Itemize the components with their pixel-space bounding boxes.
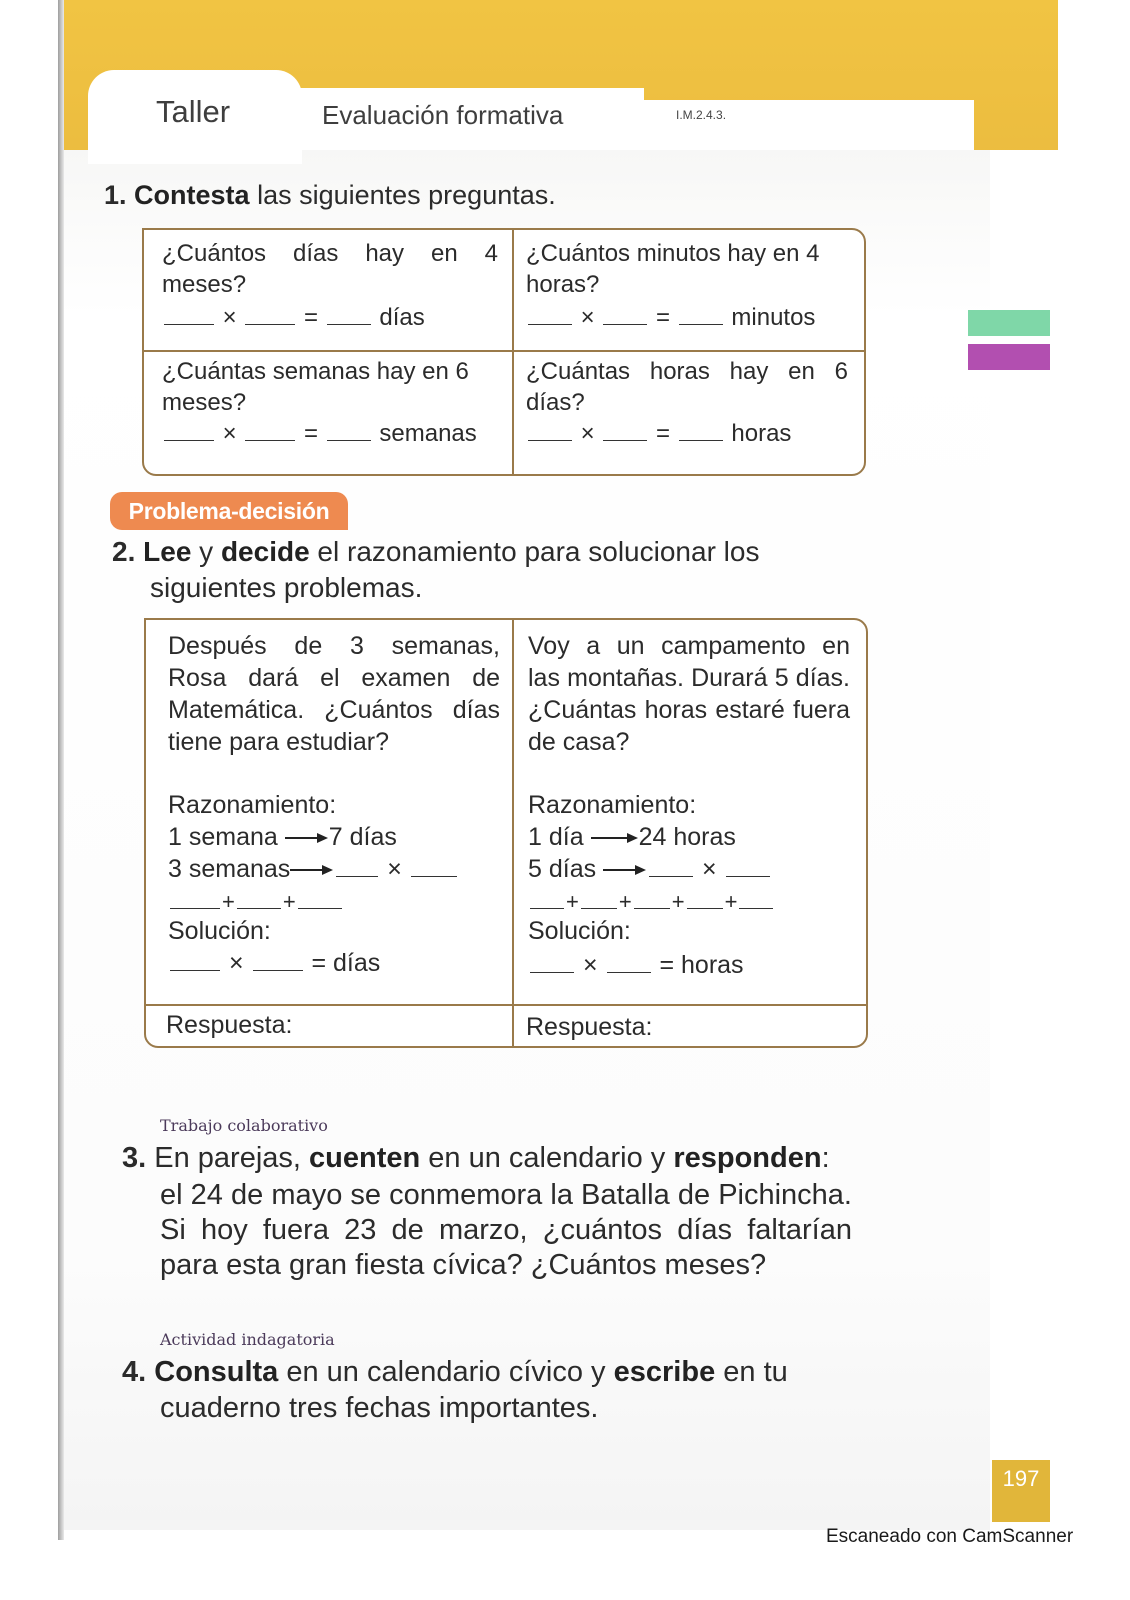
q2-right-reasoning-line-1 bbox=[528, 822, 736, 853]
plus-sign: + bbox=[724, 889, 738, 914]
reasoning-text: 7 días bbox=[328, 823, 397, 851]
q2-left-answer-label: Respuesta: bbox=[166, 1011, 293, 1039]
q2-right-answer-label: Respuesta: bbox=[526, 1013, 653, 1041]
times-sign: × bbox=[222, 304, 237, 331]
question-3-verb-cuenten: cuenten bbox=[309, 1142, 421, 1174]
q2-left-problem: Después de 3 semanas, Rosa dará el examen de Matemática. ¿Cuántos días tiene para estudiar? bbox=[168, 632, 500, 756]
curriculum-code: I.M.2.4.3. bbox=[676, 108, 727, 122]
question-2-title bbox=[112, 536, 759, 568]
question-2-line-2: siguientes problemas. bbox=[150, 572, 423, 603]
page-number: 197 bbox=[992, 1460, 1050, 1522]
q2-right-solution-equation bbox=[528, 950, 744, 981]
table-divider bbox=[144, 350, 864, 352]
question-3-number: 3. bbox=[122, 1142, 147, 1174]
equals-sign: = bbox=[656, 420, 671, 447]
reasoning-text: 24 horas bbox=[638, 823, 736, 851]
solution-unit: = días bbox=[311, 949, 381, 977]
q1-cell-2-question: ¿Cuántos minutos hay en 4 horas? bbox=[526, 240, 820, 298]
scan-margin bbox=[0, 0, 58, 1600]
q2-left-solution-equation bbox=[168, 948, 380, 979]
q1-cell-1-question: ¿Cuántos días hay en 4 meses? bbox=[162, 240, 498, 298]
problem-decision-badge: Problema-decisión bbox=[110, 492, 348, 530]
question-2-verb-lee: Lee bbox=[143, 536, 192, 567]
times-sign: × bbox=[580, 420, 595, 447]
q2-left-solution-label: Solución: bbox=[168, 917, 271, 945]
q1-cell-1-equation bbox=[162, 302, 502, 333]
times-sign: × bbox=[387, 855, 402, 883]
purple-tab-marker bbox=[968, 344, 1050, 370]
section-subtitle: Evaluación formativa bbox=[322, 100, 564, 130]
question-2-number: 2. bbox=[112, 536, 136, 567]
equals-sign: = bbox=[304, 304, 319, 331]
equals-sign: = bbox=[304, 420, 319, 447]
q2-right-reasoning-line-2 bbox=[528, 854, 772, 885]
question-2-text: y bbox=[191, 536, 221, 567]
question-4-text: en un calendario cívico y bbox=[278, 1356, 614, 1388]
plus-sign: + bbox=[671, 889, 685, 914]
question-3-text: en un calendario y bbox=[420, 1142, 674, 1174]
question-4-line-2: cuaderno tres fechas importantes. bbox=[160, 1392, 599, 1424]
equals-sign: = bbox=[656, 304, 671, 331]
question-4-verb-consulta: Consulta bbox=[154, 1356, 279, 1388]
times-sign: × bbox=[228, 949, 244, 977]
question-4-verb-escribe: escribe bbox=[613, 1356, 716, 1388]
q2-right-reasoning-label: Razonamiento: bbox=[528, 791, 697, 819]
q2-right-problem: Voy a un campamento en las montañas. Durará 5 días. ¿Cuántas horas estaré fuera de casa? bbox=[528, 632, 850, 756]
solution-unit: = horas bbox=[659, 951, 744, 979]
question-1-title bbox=[104, 180, 556, 211]
q1-cell-4-equation bbox=[526, 418, 856, 449]
table-divider bbox=[512, 230, 514, 474]
q2-right-solution-label: Solución: bbox=[528, 917, 631, 945]
q1-cell-4-question: ¿Cuántas horas hay en 6 días? bbox=[526, 358, 848, 416]
q2-right-sum-line bbox=[528, 886, 775, 917]
question-3-text: : bbox=[821, 1142, 830, 1174]
question-3-verb-responden: responden bbox=[673, 1142, 822, 1174]
q2-left-reasoning-line-1 bbox=[168, 822, 397, 853]
question-4-number: 4. bbox=[122, 1356, 147, 1388]
unit-label: minutos bbox=[731, 304, 816, 331]
q2-left-reasoning-line-2 bbox=[168, 854, 459, 885]
research-activity-label: Actividad indagatoria bbox=[160, 1330, 335, 1349]
times-sign: × bbox=[580, 304, 595, 331]
green-tab-marker bbox=[968, 310, 1050, 336]
table-divider bbox=[512, 620, 514, 1046]
unit-label: días bbox=[379, 304, 425, 331]
q1-cell-3-equation bbox=[162, 418, 508, 449]
question-3-body: el 24 de mayo se conmemora la Batalla de Pichincha. Si hoy fuera 23 de marzo, ¿cuántos días faltarían para esta gran fiesta cívica? ¿Cuántos meses? bbox=[160, 1179, 852, 1281]
plus-sign: + bbox=[618, 889, 632, 914]
times-sign: × bbox=[582, 951, 598, 979]
question-3-title bbox=[122, 1142, 830, 1175]
unit-label: horas bbox=[731, 420, 792, 447]
q2-left-sum-line bbox=[168, 886, 344, 917]
q2-left-reasoning-label: Razonamiento: bbox=[168, 791, 337, 819]
times-sign: × bbox=[222, 420, 237, 447]
q1-cell-3-question: ¿Cuántas semanas hay en 6 meses? bbox=[162, 358, 469, 416]
times-sign: × bbox=[702, 855, 717, 883]
question-4-text: en tu bbox=[715, 1356, 788, 1388]
scanner-watermark: Escaneado con CamScanner bbox=[826, 1526, 1074, 1547]
reasoning-text: 1 día bbox=[528, 823, 584, 851]
section-title: Taller bbox=[156, 94, 231, 129]
plus-sign: + bbox=[566, 889, 579, 914]
arrow-right-icon bbox=[290, 864, 334, 876]
plus-sign: + bbox=[282, 889, 296, 914]
question-4-title bbox=[122, 1356, 788, 1389]
question-2-table bbox=[144, 618, 868, 1048]
question-2-verb-decide: decide bbox=[220, 536, 310, 567]
question-3-text: En parejas, bbox=[154, 1142, 310, 1174]
collaborative-work-label: Trabajo colaborativo bbox=[160, 1116, 328, 1135]
question-1-number: 1. bbox=[104, 180, 127, 210]
question-1-rest: las siguientes preguntas. bbox=[249, 180, 556, 210]
unit-label: semanas bbox=[379, 420, 477, 447]
arrow-right-icon bbox=[285, 832, 329, 844]
reasoning-text: 5 días bbox=[528, 855, 597, 883]
arrow-right-icon bbox=[591, 832, 639, 844]
question-1-verb: Contesta bbox=[134, 180, 250, 210]
plus-sign: + bbox=[222, 889, 235, 914]
reasoning-text: 3 semanas bbox=[168, 855, 291, 883]
question-1-table bbox=[142, 228, 866, 476]
question-2-text: el razonamiento para solucionar los bbox=[309, 536, 760, 567]
q1-cell-2-equation bbox=[526, 302, 856, 333]
arrow-right-icon bbox=[603, 864, 647, 876]
table-divider bbox=[146, 1004, 866, 1006]
reasoning-text: 1 semana bbox=[168, 823, 278, 851]
